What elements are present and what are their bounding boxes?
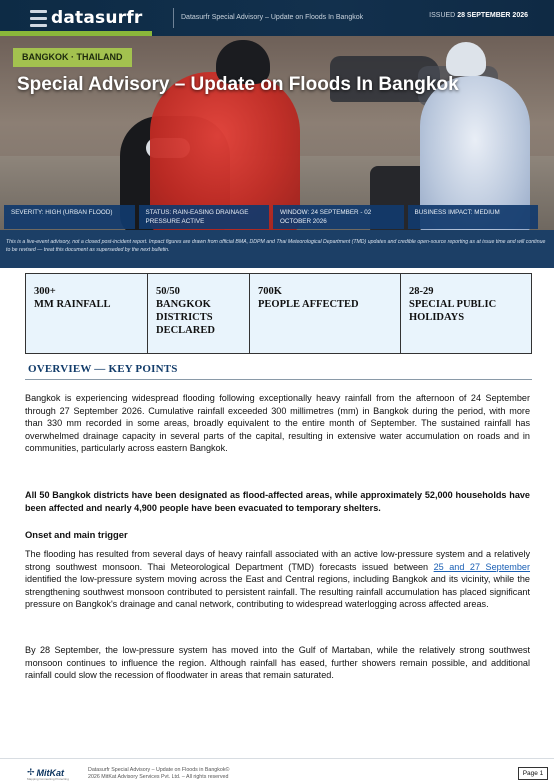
brand-name: datasurfr	[51, 8, 143, 28]
paragraph-onset-part2: identified the low-pressure system moving across the East and Central regions, including Bangkok and its vicinity, while the strengthening southwest monsoon contributed to persistent rainfall. The resulting rainfall accumulation has placed significant pressure on Bangkok's drainage and canal network, contributing to widespread waterlogging across affected areas.	[25, 574, 530, 610]
paragraph-onset-part1: The flooding has resulted from several days of heavy rainfall associated with an active low-pressure system and a relatively strong southwest monsoon. Thai Meteorological Department (TMD) forecasts issued between	[25, 549, 530, 572]
stat-value: 28-29	[409, 286, 434, 297]
meta-business-impact: BUSINESS IMPACT: MEDIUM	[408, 205, 539, 229]
stat-value: 50/50	[156, 286, 180, 297]
advisory-note-strip	[0, 230, 554, 268]
stat-people-affected	[250, 274, 401, 353]
mitkat-logo-text: MitKat	[36, 767, 65, 778]
paragraph-key-figures: All 50 Bangkok districts have been designated as flood-affected areas, while approximately 52,000 households have been affected and nearly 4,900 people have been evacuated to temporary shelters.	[25, 490, 530, 513]
paragraph-onset	[25, 548, 530, 611]
page-number: Page 1	[518, 767, 548, 780]
issued-value: 28 SEPTEMBER 2026	[457, 12, 528, 19]
stat-value: 300+	[34, 286, 56, 297]
hero-banner	[0, 36, 554, 230]
footer-copyright	[88, 767, 308, 780]
stat-label: PEOPLE AFFECTED	[258, 299, 359, 310]
sub-heading: Onset and main trigger	[25, 529, 128, 540]
hero-title: Special Advisory – Update on Floods In Bangkok	[17, 74, 459, 95]
header-divider	[173, 8, 174, 28]
key-stats	[25, 273, 532, 354]
advisory-note: This is a live-event advisory, not a closed post-incident report. Impact figures are drawn from official BMA, DDPM and Thai Meteorological Department (TMD) updates and credible open-source reporting as at issue time and will continue to be revised — treat this document as superseded by the next bulletin.	[6, 239, 546, 253]
mitkat-tagline: Mapping Connecting Protecting	[27, 777, 69, 781]
footer-line-1: Datasurfr Special Advisory – Update on Floods in Bangkok©	[88, 767, 230, 773]
issued-date	[429, 12, 528, 19]
document-title: Datasurfr Special Advisory – Update on Floods In Bangkok	[181, 14, 364, 21]
mitkat-logo-icon: ✢	[27, 767, 35, 777]
paragraph-outlook: By 28 September, the low-pressure system has moved into the Gulf of Martaban, while the relatively strong southwest monsoon continues to influence the region. Although rainfall has eased, further showers remain possible, and additional rainfall could slow the recession of floodwater in areas that remain saturated.	[25, 645, 530, 681]
stat-value: 700K	[258, 286, 282, 297]
paragraph-overview: Bangkok is experiencing widespread flooding following exceptionally heavy rainfall from the afternoon of 24 September through 27 September 2026. Cumulative rainfall exceeded 300 millimetres (mm) in Bangkok during the period, with more than 330 mm recorded in some areas, broadly equivalent to the entire month of September. The sustained rainfall has overwhelmed drainage capacity in several parts of the capital, resulting in extensive water accumulation on roads and in communities, particularly across eastern Bangkok.	[25, 393, 530, 454]
section-heading	[25, 362, 532, 380]
stat-districts	[148, 274, 250, 353]
stat-label: MM RAINFALL	[34, 299, 111, 310]
stat-public-holidays	[401, 274, 531, 353]
brand-logo	[30, 8, 142, 28]
meta-severity: SEVERITY: HIGH (URBAN FLOOD)	[4, 205, 135, 229]
stat-label: SPECIAL PUBLIC HOLIDAYS	[409, 299, 497, 323]
meta-row	[4, 205, 538, 229]
footer-line-2: 2026 MitKat Advisory Services Pvt. Ltd. – All rights reserved	[88, 773, 229, 780]
datasurfr-logo-icon	[30, 10, 47, 27]
issued-label: ISSUED	[429, 12, 456, 19]
top-bar	[0, 0, 554, 36]
hero-photo-helmet	[446, 42, 486, 76]
stat-label: BANGKOK DISTRICTS DECLARED	[156, 299, 215, 336]
page-footer	[0, 758, 554, 784]
meta-status: STATUS: RAIN-EASING DRAINAGE PRESSURE ACTIVE	[139, 205, 270, 229]
section-heading-text: OVERVIEW — KEY POINTS	[28, 363, 178, 375]
meta-window: WINDOW: 24 SEPTEMBER - 02 OCTOBER 2026	[273, 205, 404, 229]
stat-rainfall	[26, 274, 148, 353]
location-tag: BANGKOK · THAILAND	[13, 48, 132, 67]
forecast-dates-link[interactable]: 25 and 27 September	[433, 561, 531, 572]
